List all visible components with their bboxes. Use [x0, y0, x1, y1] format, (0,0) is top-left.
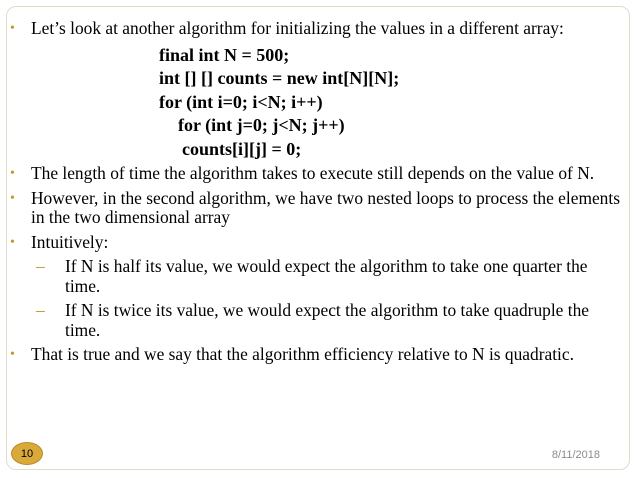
bullet-item: [10, 189, 622, 228]
bullet-item: [10, 233, 622, 253]
code-line: final int N = 500;: [159, 44, 290, 65]
bullet-icon: •: [10, 166, 15, 181]
bullet-icon: •: [10, 347, 15, 362]
code-line: for (int j=0; j<N; j++): [178, 115, 345, 135]
sub-bullet-text: If N is half its value, we would expect the algorithm to take one quarter the time.: [65, 256, 588, 296]
bullet-text: The length of time the algorithm takes to execute still depends on the value of N.: [31, 163, 595, 183]
bullet-icon: •: [10, 234, 15, 250]
sub-bullet-item: [10, 257, 622, 296]
code-line: for (int i=0; i<N; i++): [159, 91, 323, 112]
bullet-text: However, in the second algorithm, we have two nested loops to process the elements in the two dimensional array: [31, 187, 620, 227]
bullet-item: [10, 345, 622, 365]
bullet-item: [10, 19, 622, 39]
slide-content: [10, 19, 622, 370]
page-number-badge: 10: [11, 442, 43, 465]
bullet-item: [10, 164, 622, 184]
dash-icon: –: [36, 256, 45, 276]
bullet-icon: •: [10, 190, 15, 206]
footer-date: 8/11/2018: [551, 449, 600, 461]
bullet-text: Let’s look at another algorithm for initializing the values in a different array:: [31, 18, 564, 38]
sub-bullet-item: [10, 301, 622, 340]
bullet-text: Intuitively:: [31, 231, 109, 252]
code-block: [10, 44, 622, 162]
bullet-text: That is true and we say that the algorithm efficiency relative to N is quadratic.: [31, 344, 574, 364]
sub-bullet-text: If N is twice its value, we would expect the algorithm to take quadruple the time.: [65, 300, 589, 340]
dash-icon: –: [36, 300, 45, 320]
code-line: counts[i][j] = 0;: [182, 138, 302, 159]
bullet-icon: •: [10, 21, 15, 36]
code-line: int [] [] counts = new int[N][N];: [159, 68, 400, 88]
